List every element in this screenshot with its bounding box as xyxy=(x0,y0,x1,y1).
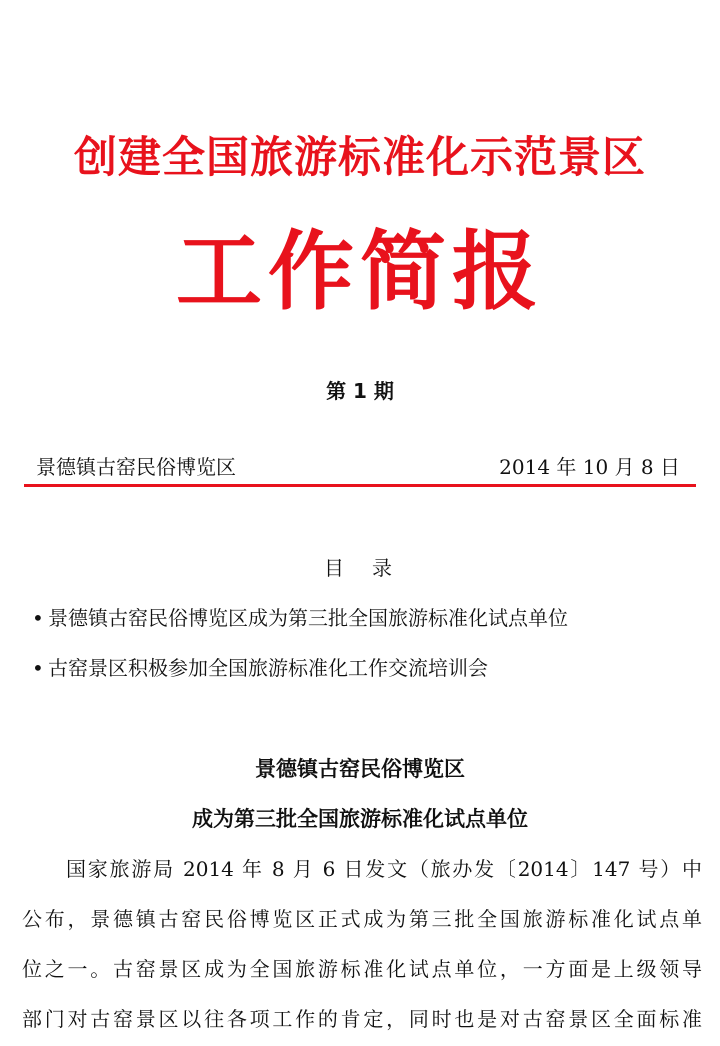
issue-number: 第 1 期 xyxy=(326,379,394,403)
article-title-line2: 成为第三批全国旅游标准化试点单位 xyxy=(192,806,528,831)
header-divider xyxy=(24,484,696,487)
bullet-icon: • xyxy=(32,606,44,630)
article-body-line: 国家旅游局 2014 年 8 月 6 日发文（旅办发〔2014〕147 号）中 xyxy=(66,857,702,881)
report-main-title: 工作简报 xyxy=(176,222,544,322)
issue-date: 2014 年 10 月 8 日 xyxy=(499,455,680,479)
article-body-line: 公布，景德镇古窑民俗博览区正式成为第三批全国旅游标准化试点单 xyxy=(22,907,702,931)
toc-item[interactable] xyxy=(32,652,488,684)
article-body-line: 部门对古窑景区以往各项工作的肯定，同时也是对古窑景区全面标准 xyxy=(22,1007,702,1031)
report-series-title: 创建全国旅游标准化示范景区 xyxy=(74,133,646,183)
article-title-line1: 景德镇古窑民俗博览区 xyxy=(255,756,465,781)
toc-heading: 目 录 xyxy=(324,556,396,580)
article-body-line: 位之一。古窑景区成为全国旅游标准化试点单位，一方面是上级领导 xyxy=(22,957,702,981)
toc-item[interactable] xyxy=(32,602,568,634)
bullet-icon: • xyxy=(32,656,44,680)
issuing-organization: 景德镇古窑民俗博览区 xyxy=(36,455,236,479)
toc-item-label: 景德镇古窑民俗博览区成为第三批全国旅游标准化试点单位 xyxy=(48,606,568,630)
toc-item-label: 古窑景区积极参加全国旅游标准化工作交流培训会 xyxy=(48,656,488,680)
